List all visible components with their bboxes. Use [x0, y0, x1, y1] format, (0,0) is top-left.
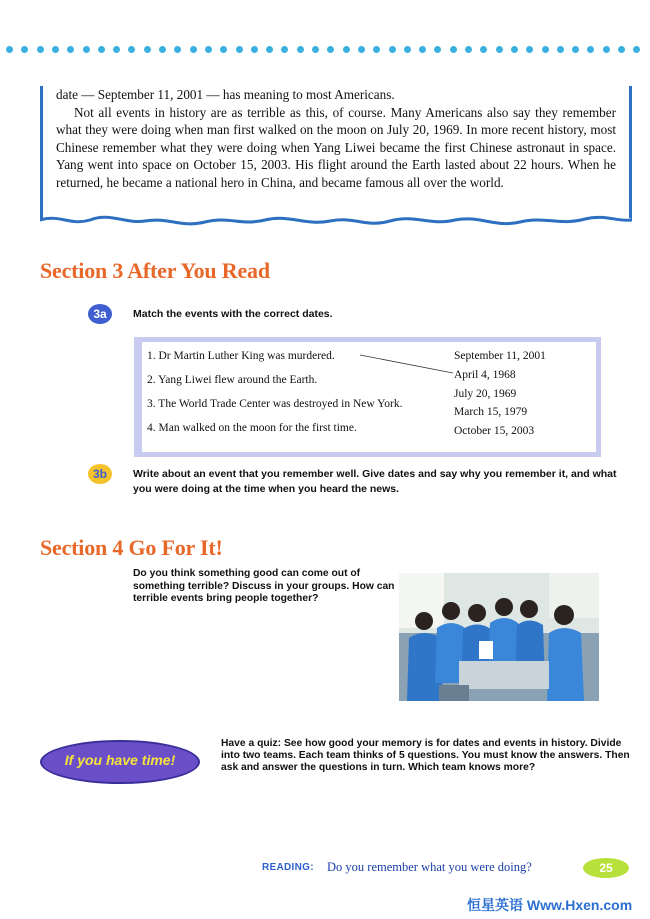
- section-3-title: Section 3 After You Read: [40, 258, 270, 283]
- event-item: 2. Yang Liwei flew around the Earth.: [147, 374, 318, 386]
- date-item: July 20, 1969: [454, 388, 517, 400]
- divider-dot: [434, 46, 441, 53]
- dotted-divider: [6, 46, 646, 56]
- divider-dot: [603, 46, 610, 53]
- divider-dot: [557, 46, 564, 53]
- divider-dot: [358, 46, 365, 53]
- divider-dot: [281, 46, 288, 53]
- divider-dot: [297, 46, 304, 53]
- event-item: 4. Man walked on the moon for the first time.: [147, 422, 357, 434]
- divider-dot: [67, 46, 74, 53]
- event-item: 3. The World Trade Center was destroyed in New York.: [147, 398, 403, 410]
- divider-dot: [52, 46, 59, 53]
- divider-dot: [98, 46, 105, 53]
- watermark: 恒星英语 Www.Hxen.com: [467, 897, 633, 913]
- page-number: 25: [583, 858, 629, 878]
- divider-dot: [266, 46, 273, 53]
- divider-dot: [343, 46, 350, 53]
- date-item: September 11, 2001: [454, 350, 546, 362]
- divider-dot: [6, 46, 13, 53]
- divider-dot: [450, 46, 457, 53]
- divider-dot: [480, 46, 487, 53]
- divider-dot: [572, 46, 579, 53]
- divider-dot: [587, 46, 594, 53]
- quiz-instruction: Have a quiz: See how good your memory is for dates and events in history. Divide into two teams. Each team thinks of 5 questions. You must know the answers. Then ask and answer the questions in turn. Which team knows more?: [221, 738, 630, 773]
- passage-paragraph: Not all events in history are as terrible as this, of course. Many Americans also say they remember what they were doing when man first walked on the moon on July 20, 1969. In more recent history, most Chinese remember what they were doing when Yang Liwei became the first Chinese astronaut in space. Yang went into space on October 15, 2003. His flight around the Earth lasted about 22 hours. When he returned, he became a national hero in China, and became famous all over the world.: [56, 104, 616, 190]
- task-3b-instruction: Write about an event that you remember well. Give dates and say why you remember it, and what you were doing at the time when you heard the news.: [133, 468, 617, 495]
- discussion-question: Do you think something good can come out of something terrible? Discuss in your groups. How can terrible events bring people together?: [133, 568, 395, 604]
- divider-dot: [327, 46, 334, 53]
- divider-dot: [37, 46, 44, 53]
- task-3b-badge: 3b: [88, 464, 112, 484]
- divider-dot: [542, 46, 549, 53]
- footer-section-label: READING:: [262, 862, 314, 873]
- section-4-title: Section 4 Go For It!: [40, 535, 223, 560]
- divider-dot: [526, 46, 533, 53]
- divider-dot: [128, 46, 135, 53]
- footer-unit-title: Do you remember what you were doing?: [327, 860, 532, 874]
- torn-paper-edge: [40, 208, 632, 234]
- divider-dot: [174, 46, 181, 53]
- date-item: October 15, 2003: [454, 425, 535, 437]
- task-3a-instruction: Match the events with the correct dates.: [133, 308, 333, 320]
- divider-dot: [312, 46, 319, 53]
- if-you-have-time-label: If you have time!: [64, 752, 176, 768]
- divider-dot: [389, 46, 396, 53]
- divider-dot: [144, 46, 151, 53]
- divider-dot: [220, 46, 227, 53]
- divider-dot: [511, 46, 518, 53]
- divider-dot: [190, 46, 197, 53]
- reading-passage: [56, 86, 616, 191]
- divider-dot: [618, 46, 625, 53]
- divider-dot: [419, 46, 426, 53]
- date-item: March 15, 1979: [454, 406, 528, 418]
- divider-dot: [633, 46, 640, 53]
- students-discussion-photo: [399, 573, 599, 701]
- divider-dot: [21, 46, 28, 53]
- task-3a-badge: 3a: [88, 304, 112, 324]
- divider-dot: [465, 46, 472, 53]
- event-item: 1. Dr Martin Luther King was murdered.: [147, 350, 335, 362]
- date-item: April 4, 1968: [454, 369, 516, 381]
- divider-dot: [251, 46, 258, 53]
- divider-dot: [373, 46, 380, 53]
- divider-dot: [404, 46, 411, 53]
- divider-dot: [83, 46, 90, 53]
- divider-dot: [159, 46, 166, 53]
- divider-dot: [205, 46, 212, 53]
- divider-dot: [236, 46, 243, 53]
- divider-dot: [113, 46, 120, 53]
- passage-line: date — September 11, 2001 — has meaning to most Americans.: [56, 87, 395, 102]
- divider-dot: [496, 46, 503, 53]
